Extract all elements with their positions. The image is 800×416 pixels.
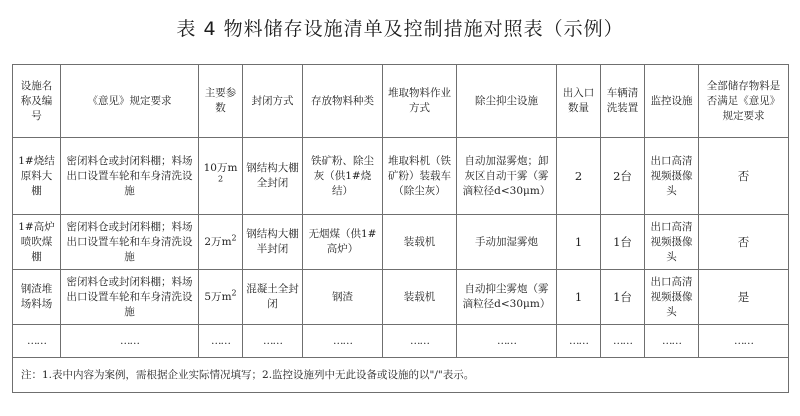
dust-control-cell: 自动加湿雾炮；卸灰区自动干雾（雾滴粒径d<30μm） <box>457 138 557 215</box>
note-row <box>13 358 789 393</box>
header-cell: 车辆清洗装置 <box>601 65 645 138</box>
enclosure-cell: 混凝土全封闭 <box>243 270 303 325</box>
requirement-cell: 密闭料仓或封闭料棚；料场出口设置车轮和车身清洗设施 <box>61 138 199 215</box>
dust-control-cell: 自动抑尘雾炮（雾滴粒径d<30μm） <box>457 270 557 325</box>
param-unit: m <box>221 290 232 303</box>
param-unit: m <box>221 235 232 248</box>
handling-cell: 堆取料机（铁矿粉）装载车（除尘灰） <box>383 138 457 215</box>
header-cell: 监控设施 <box>645 65 699 138</box>
param-cell <box>199 138 243 215</box>
entrances-cell: 1 <box>557 270 601 325</box>
header-cell: 除尘抑尘设施 <box>457 65 557 138</box>
enclosure-cell: 钢结构大棚全封闭 <box>243 138 303 215</box>
param-cell <box>199 270 243 325</box>
washer-cell: 1台 <box>601 270 645 325</box>
ellipsis-cell: …… <box>243 325 303 358</box>
ellipsis-cell: …… <box>13 325 61 358</box>
ellipsis-cell: …… <box>61 325 199 358</box>
dust-control-cell: 手动加湿雾炮 <box>457 215 557 270</box>
facility-name-cell: 1#烧结原料大棚 <box>13 138 61 215</box>
compliant-cell: 否 <box>699 138 789 215</box>
monitoring-cell: 出口高清视频摄像头 <box>645 270 699 325</box>
table-note: 注：1.表中内容为案例，需根据企业实际情况填写；2.监控设施列中无此设备或设施的以"/"表示。 <box>13 358 789 393</box>
param-value: 10万 <box>203 162 228 174</box>
param-value: 5万 <box>204 290 222 303</box>
header-row <box>13 65 789 138</box>
handling-cell: 装载机 <box>383 215 457 270</box>
material-cell: 钢渣 <box>303 270 383 325</box>
material-cell: 铁矿粉、除尘灰（供1#烧结） <box>303 138 383 215</box>
compliant-cell: 是 <box>699 270 789 325</box>
entrances-cell: 1 <box>557 215 601 270</box>
header-cell: 出入口数量 <box>557 65 601 138</box>
ellipsis-row <box>13 325 789 358</box>
param-exponent: 2 <box>217 174 224 184</box>
param-unit: m <box>227 162 238 174</box>
ellipsis-cell: …… <box>383 325 457 358</box>
table-title: 表 4 物料储存设施清单及控制措施对照表（示例） <box>176 18 624 40</box>
facility-name-cell: 钢渣堆场料场 <box>13 270 61 325</box>
param-exponent: 2 <box>231 233 237 242</box>
ellipsis-cell: …… <box>199 325 243 358</box>
enclosure-cell: 钢结构大棚半封闭 <box>243 215 303 270</box>
ellipsis-cell: …… <box>645 325 699 358</box>
requirement-cell: 密闭料仓或封闭料棚；料场出口设置车轮和车身清洗设施 <box>61 270 199 325</box>
header-cell: 封闭方式 <box>243 65 303 138</box>
facility-table <box>12 64 789 393</box>
header-cell: 存放物料种类 <box>303 65 383 138</box>
header-cell: 设施名称及编号 <box>13 65 61 138</box>
header-cell: 堆取物料作业方式 <box>383 65 457 138</box>
washer-cell: 1台 <box>601 215 645 270</box>
requirement-cell: 密闭料仓或封闭料棚；料场出口设置车轮和车身清洗设施 <box>61 215 199 270</box>
table-row <box>13 270 789 325</box>
table-row <box>13 215 789 270</box>
param-value: 2万 <box>204 235 222 248</box>
compliant-cell: 否 <box>699 215 789 270</box>
ellipsis-cell: …… <box>557 325 601 358</box>
entrances-cell: 2 <box>557 138 601 215</box>
header-cell: 《意见》规定要求 <box>61 65 199 138</box>
ellipsis-cell: …… <box>303 325 383 358</box>
monitoring-cell: 出口高清视频摄像头 <box>645 215 699 270</box>
monitoring-cell: 出口高清视频摄像头 <box>645 138 699 215</box>
handling-cell: 装载机 <box>383 270 457 325</box>
param-cell <box>199 215 243 270</box>
table-row <box>13 138 789 215</box>
header-cell: 全部储存物料是否满足《意见》规定要求 <box>699 65 789 138</box>
ellipsis-cell: …… <box>699 325 789 358</box>
ellipsis-cell: …… <box>601 325 645 358</box>
washer-cell: 2台 <box>601 138 645 215</box>
header-cell: 主要参数 <box>199 65 243 138</box>
ellipsis-cell: …… <box>457 325 557 358</box>
material-cell: 无烟煤（供1#高炉） <box>303 215 383 270</box>
facility-name-cell: 1#高炉喷吹煤棚 <box>13 215 61 270</box>
param-exponent: 2 <box>231 288 237 297</box>
